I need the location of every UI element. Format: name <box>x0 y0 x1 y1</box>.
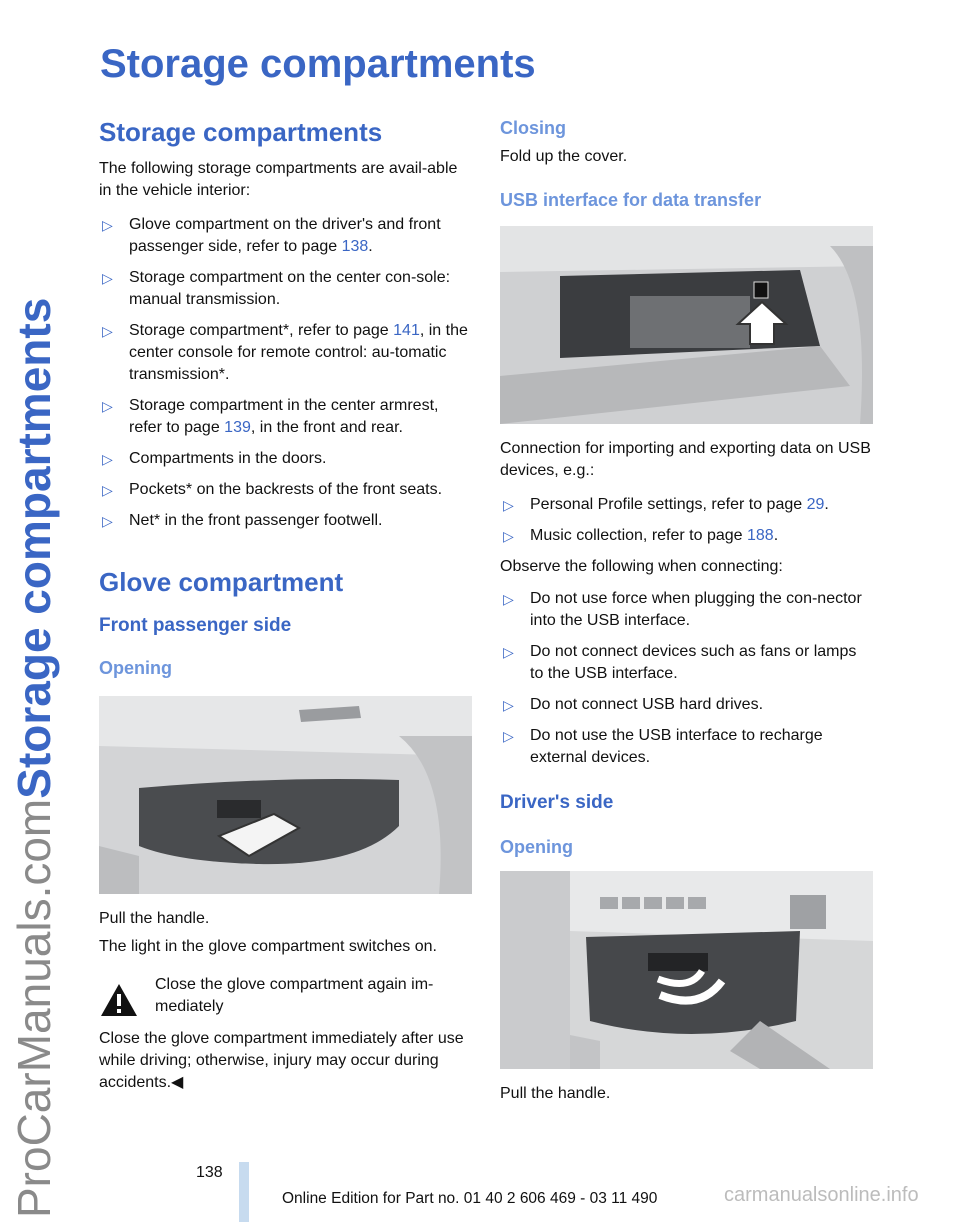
usb-list <box>500 494 874 547</box>
section-title-storage: Storage compartments <box>99 117 383 147</box>
bullet-triangle-icon: ▷ <box>503 728 514 744</box>
bullet-triangle-icon: ▷ <box>503 497 514 513</box>
storage-intro: The following storage compartments are avail-able in the vehicle interior: <box>99 160 458 199</box>
list-item: ▷ Music collection, refer to page 188. <box>500 525 874 547</box>
bullet-triangle-icon: ▷ <box>102 217 113 233</box>
bullet-triangle-icon: ▷ <box>503 528 514 544</box>
list-item: ▷ Storage compartment*, refer to page 141, in the center console for remote control: au-tomatic transmission*. <box>102 322 468 383</box>
list-item: ▷ Do not connect devices such as fans or lamps to the USB interface. <box>503 643 857 682</box>
right-column <box>500 116 874 1111</box>
list-item: ▷ Do not connect USB hard drives. <box>500 694 874 716</box>
list-item: ▷ Storage compartment on the center con-sole: manual transmission. <box>102 269 451 308</box>
list-item: ▷ Personal Profile settings, refer to page 29. <box>500 494 874 516</box>
driver-pull-text: Pull the handle. <box>500 1085 611 1102</box>
usb-rules-list <box>500 588 874 769</box>
footer-watermark: carmanualsonline.info <box>724 1184 919 1206</box>
closing-text: Fold up the cover. <box>500 148 628 165</box>
section-title-glove: Glove compartment <box>99 567 344 597</box>
glove-driver-image <box>500 871 873 1069</box>
bullet-triangle-icon: ▷ <box>102 482 113 498</box>
subsection-title-driver-opening: Opening <box>500 837 573 857</box>
side-chapter-title: Storage compartments <box>8 297 60 799</box>
list-item: ▷ Storage compartment in the center armrest, refer to page 139, in the front and rear. <box>102 397 439 436</box>
bullet-triangle-icon: ▷ <box>503 644 514 660</box>
side-title <box>8 298 60 1218</box>
bullet-triangle-icon: ▷ <box>102 513 113 529</box>
glove-front-image <box>99 696 472 894</box>
subsection-title-front: Front passenger side <box>99 615 292 636</box>
bullet-triangle-icon: ▷ <box>503 591 514 607</box>
subsection-title-closing: Closing <box>500 118 566 138</box>
page-link[interactable]: 29 <box>806 496 825 513</box>
page-title: Storage compartments <box>100 42 536 86</box>
edition-text: Online Edition for Part no. 01 40 2 606 469 - 03 11 490 <box>282 1190 658 1207</box>
list-item: ▷ Do not use the USB interface to recharge external devices. <box>503 727 823 766</box>
bullet-triangle-icon: ▷ <box>102 451 113 467</box>
footer-bar <box>239 1162 249 1222</box>
bullet-triangle-icon: ▷ <box>102 398 113 414</box>
left-column <box>99 116 473 1100</box>
usb-intro: Connection for importing and exporting data on USB devices, e.g.: <box>500 440 871 479</box>
list-item: ▷ Pockets* on the backrests of the front seats. <box>99 479 473 501</box>
observe-text: Observe the following when connecting: <box>500 558 783 575</box>
list-item: ▷ Do not use force when plugging the con-nector into the USB interface. <box>503 590 862 629</box>
warning-title: Close the glove compartment again im-mediately <box>155 976 434 1015</box>
list-item: ▷ Net* in the front passenger footwell. <box>99 510 473 532</box>
list-item: ▷ Compartments in the doors. <box>99 448 473 470</box>
page-link[interactable]: 188 <box>747 527 774 544</box>
list-item: ▷ Glove compartment on the driver's and front passenger side, refer to page 138. <box>102 216 441 255</box>
bullet-triangle-icon: ▷ <box>102 323 113 339</box>
pull-handle-text: Pull the handle. <box>99 910 210 927</box>
warning-text: Close the glove compartment immediately after use while driving; otherwise, injury may occur during accidents.◀ <box>99 1030 464 1091</box>
side-watermark: ProCarManuals.com <box>8 798 60 1218</box>
subsection-title-usb: USB interface for data transfer <box>500 190 762 210</box>
light-text: The light in the glove compartment switches on. <box>99 938 437 955</box>
page-link[interactable]: 141 <box>393 322 420 339</box>
page-link[interactable]: 138 <box>341 238 369 255</box>
bullet-triangle-icon: ▷ <box>102 270 113 286</box>
subsection-title-opening: Opening <box>99 658 172 678</box>
bullet-triangle-icon: ▷ <box>503 697 514 713</box>
usb-interface-image <box>500 226 873 424</box>
warning-triangle-icon <box>99 982 139 1023</box>
storage-list <box>99 214 473 532</box>
warning-box <box>99 974 473 1020</box>
subsection-title-driver: Driver's side <box>500 792 614 813</box>
page-number: 138 <box>196 1164 223 1181</box>
page-link[interactable]: 139 <box>224 419 251 436</box>
